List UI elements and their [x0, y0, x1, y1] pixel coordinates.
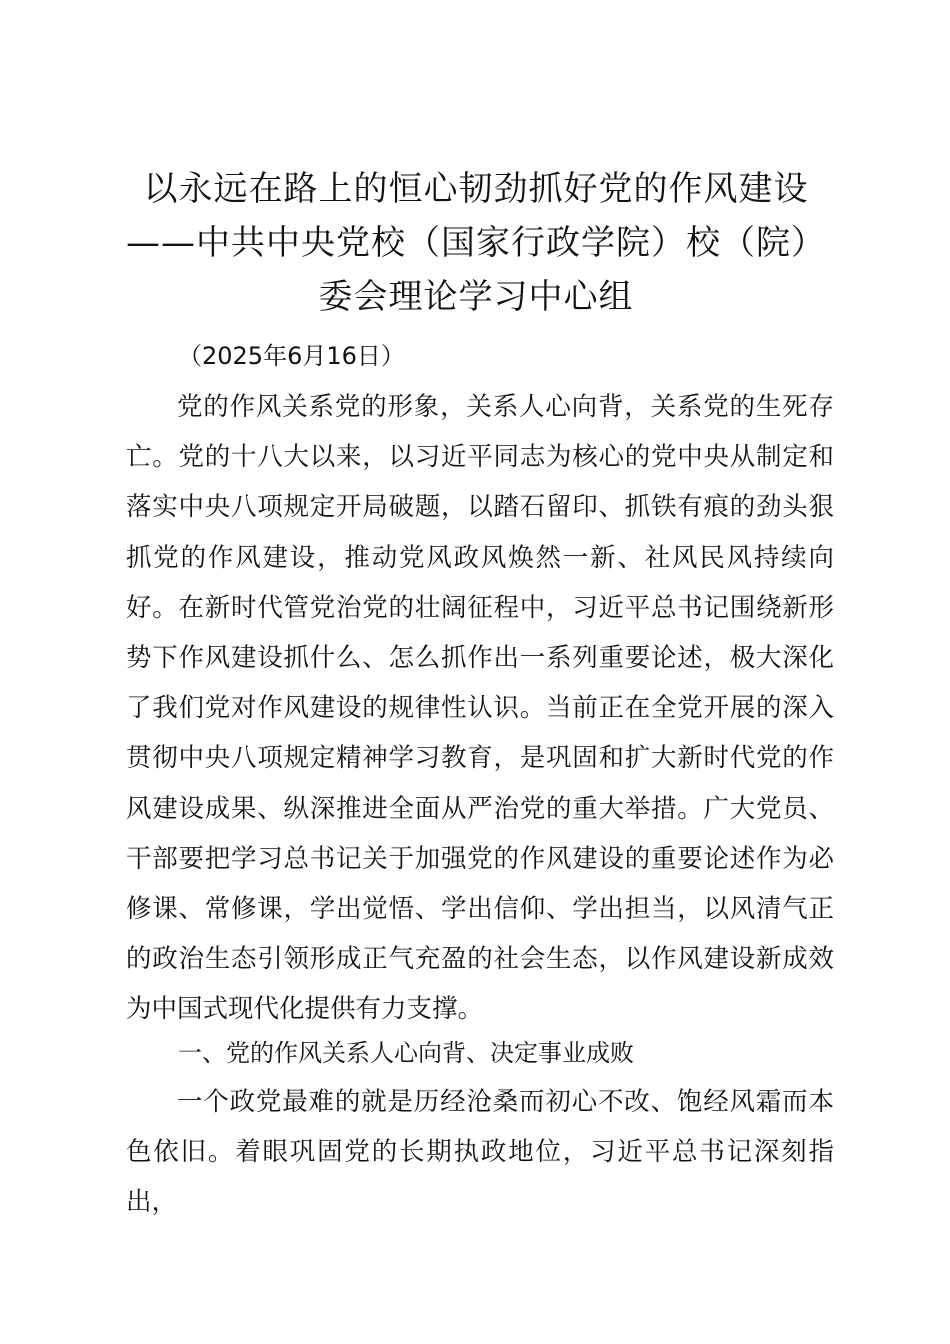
body-paragraph: 党的作风关系党的形象，关系人心向背，关系党的生死存亡。党的十八大以来，以习近平同志为核心的党中央从制定和落实中央八项规定开局破题，以踏石留印、抓铁有痕的劲头狠抓党的作风建设，推动党风政风焕然一新、社风民风持续向好。在新时代管党治党的壮阔征程中，习近平总书记围绕新形势下作风建设抓什么、怎么抓作出一系列重要论述，极大深化了我们党对作风建设的规律性认识。当前正在全党开展的深入贯彻中央八项规定精神学习教育，是巩固和扩大新时代党的作风建设成果、纵深推进全面从严治党的重大举措。广大党员、干部要把学习总书记关于加强党的作风建设的重要论述作为必修课、常修课，学出觉悟、学出信仰、学出担当，以风清气正的政治生态引领形成正气充盈的社会生态，以作风建设新成效为中国式现代化提供有力支撑。 [126, 392, 834, 1025]
body-paragraph: 一个政党最难的就是历经沧桑而初心不改、饱经风霜而本色依旧。着眼巩固党的长期执政地位，习近平总书记深刻指出， [126, 1087, 834, 1218]
document-title: 以永远在路上的恒心韧劲抓好党的作风建设——中共中央党校（国家行政学院）校（院）委会理论学习中心组 [126, 169, 826, 317]
document-date: （2025年6月16日） [178, 342, 405, 370]
section-heading: 一、党的作风关系人心向背、决定事业成败 [178, 1039, 634, 1067]
